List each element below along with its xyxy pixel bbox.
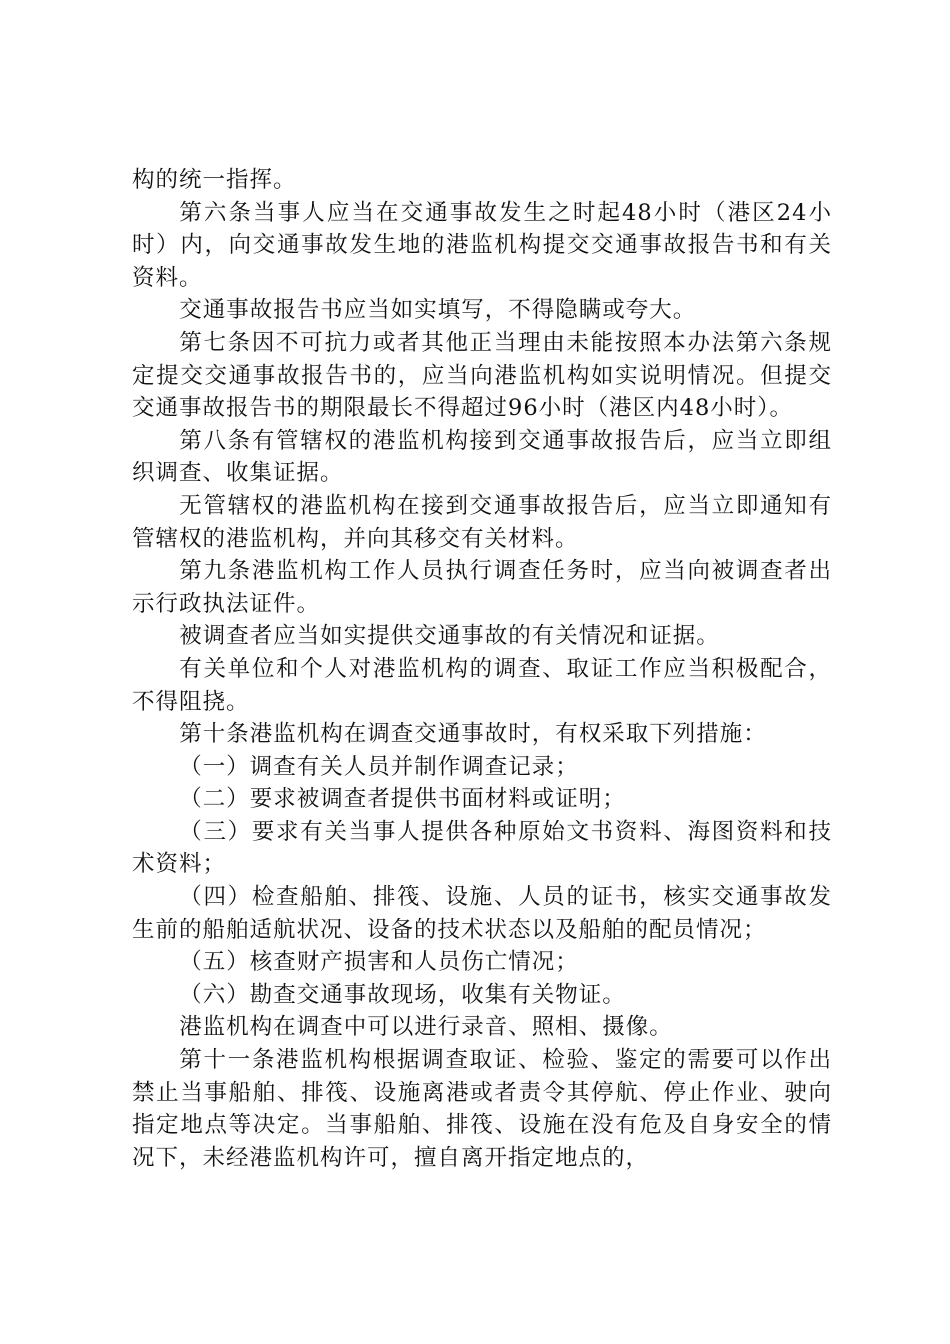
paragraph: 第七条因不可抗力或者其他正当理由未能按照本办法第六条规定提交交通事故报告书的，应当向港监机构如实说明情况。但提交交通事故报告书的期限最长不得超过96小时（港区内48小时）。 bbox=[132, 329, 832, 422]
list-item: （六）勘查交通事故现场，收集有关物证。 bbox=[179, 981, 626, 1008]
paragraph: 构的统一指挥。 bbox=[132, 167, 297, 193]
paragraph: 第九条港监机构工作人员执行调查任务时，应当向被调查者出示行政执法证件。 bbox=[132, 558, 832, 617]
list-item: （四）检查船舶、排筏、设施、人员的证书，核实交通事故发生前的船舶适航状况、设备的技术状态以及船舶的配员情况； bbox=[132, 884, 832, 943]
paragraph: 无管辖权的港监机构在接到交通事故报告后，应当立即通知有管辖权的港监机构，并向其移交有关材料。 bbox=[132, 492, 832, 552]
paragraph: 港监机构在调查中可以进行录音、照相、摄像。 bbox=[179, 1014, 673, 1041]
list-item: （三）要求有关当事人提供各种原始文书资料、海图资料和技术资料； bbox=[132, 818, 832, 878]
paragraph: 被调查者应当如实提供交通事故的有关情况和证据。 bbox=[179, 623, 720, 650]
paragraph: 交通事故报告书应当如实填写，不得隐瞒或夸大。 bbox=[179, 297, 697, 324]
list-item: （一）调查有关人员并制作调查记录； bbox=[179, 753, 579, 780]
list-item: （五）核查财产损害和人员伤亡情况； bbox=[179, 949, 579, 976]
document-body bbox=[132, 164, 832, 1174]
paragraph: 有关单位和个人对港监机构的调查、取证工作应当积极配合，不得阻挠。 bbox=[132, 655, 832, 715]
list-item: （二）要求被调查者提供书面材料或证明； bbox=[179, 786, 626, 813]
paragraph: 第十条港监机构在调查交通事故时，有权采取下列措施： bbox=[179, 721, 767, 748]
paragraph: 第八条有管辖权的港监机构接到交通事故报告后，应当立即组织调查、收集证据。 bbox=[132, 427, 832, 487]
paragraph: 第六条当事人应当在交通事故发生之时起48小时（港区24小时）内，向交通事故发生地的港监机构提交交通事故报告书和有关资料。 bbox=[132, 199, 832, 291]
paragraph: 第十一条港监机构根据调查取证、检验、鉴定的需要可以作出禁止当事船舶、排筏、设施离港或者责令其停航、停止作业、驶向指定地点等决定。当事船舶、排筏、设施在没有危及自身安全的情况下，未经港监机构许可，擅自离开指定地点的， bbox=[132, 1047, 832, 1171]
